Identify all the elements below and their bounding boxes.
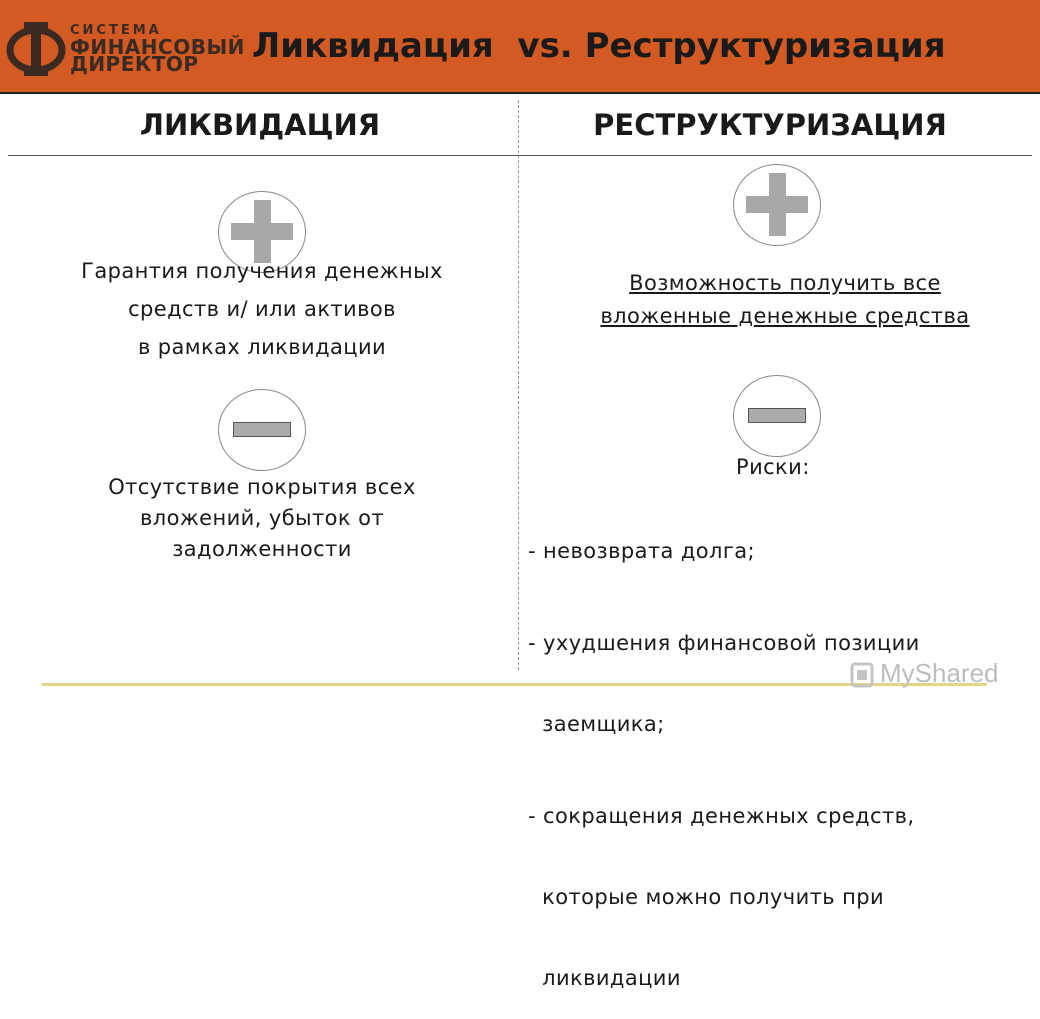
pros-line: Гарантия получения денежных xyxy=(81,259,443,283)
phi-logo-icon xyxy=(4,20,68,78)
risk-line: заемщика; xyxy=(528,712,665,736)
cons-line: вложений, убыток от xyxy=(140,506,384,530)
risks-list xyxy=(528,484,1018,1019)
pros-line: в рамках ликвидации xyxy=(137,335,387,359)
risk-line: - сокращения денежных средств, xyxy=(528,804,915,828)
restructuring-pros xyxy=(540,267,1030,333)
liquidation-minus-icon xyxy=(218,389,306,471)
risks-title: Риски: xyxy=(736,455,810,479)
logo-text xyxy=(70,22,245,76)
logo-line-3: ДИРЕКТОР xyxy=(70,52,199,76)
logo-line-1: СИСТЕМА xyxy=(70,23,162,38)
logo xyxy=(4,18,245,80)
page-title: Ликвидация vs. Реструктуризация xyxy=(252,26,946,66)
liquidation-heading: ЛИКВИДАЦИЯ xyxy=(139,108,381,142)
pros-line: Возможность получить все xyxy=(629,271,941,295)
footer-line xyxy=(42,683,987,686)
pros-line: средств и/ или активов xyxy=(128,297,396,321)
restructuring-heading: РЕСТРУКТУРИЗАЦИЯ xyxy=(593,108,947,142)
pros-line: вложенные денежные средства xyxy=(600,304,970,328)
liquidation-pros xyxy=(40,252,484,366)
cons-line: Отсутствие покрытия всех xyxy=(108,475,416,499)
risk-line: - ухудшения финансовой позиции xyxy=(528,631,920,655)
restructuring-plus-icon xyxy=(733,164,821,246)
risk-line: которые можно получить при xyxy=(528,885,885,909)
liquidation-cons xyxy=(40,472,484,565)
column-divider xyxy=(518,100,519,670)
restructuring-minus-icon xyxy=(733,375,821,457)
watermark: MyShared xyxy=(880,658,999,688)
risk-line: - невозврата долга; xyxy=(528,539,756,563)
header-divider xyxy=(8,155,1032,156)
header-bar xyxy=(0,0,1040,94)
myshared-logo-icon xyxy=(848,660,876,690)
logo-line-2: ФИНАНСОВЫЙ xyxy=(70,35,245,59)
risk-line: ликвидации xyxy=(528,966,681,990)
cons-line: задолженности xyxy=(172,537,352,561)
